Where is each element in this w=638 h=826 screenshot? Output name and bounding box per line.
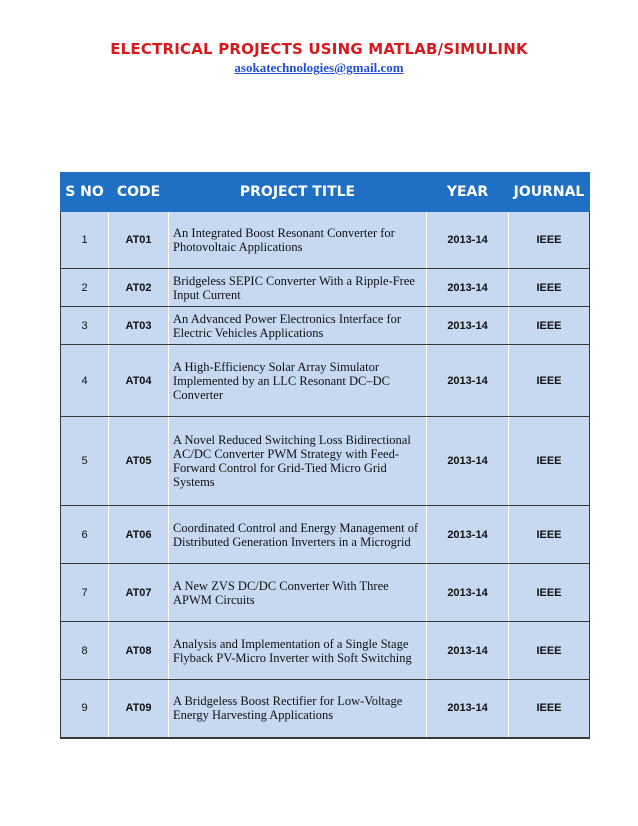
row-sno: 6 xyxy=(61,506,109,564)
contact-email-link[interactable]: asokatechnologies@gmail.com xyxy=(234,60,404,75)
row-sno: 7 xyxy=(61,564,109,622)
projects-table xyxy=(60,172,590,739)
column-header-project-title: PROJECT TITLE xyxy=(169,173,427,212)
row-sno: 9 xyxy=(61,680,109,738)
row-journal: IEEE xyxy=(509,307,590,345)
table-row xyxy=(61,417,590,506)
row-project-title: A Novel Reduced Switching Loss Bidirectional AC/DC Converter PWM Strategy with Feed-Forward Control for Grid-Tied Micro Grid Systems xyxy=(169,417,427,506)
page-title: ELECTRICAL PROJECTS USING MATLAB/SIMULINK xyxy=(110,40,528,58)
row-year: 2013-14 xyxy=(427,622,509,680)
row-project-title: Analysis and Implementation of a Single Stage Flyback PV-Micro Inverter with Soft Switching xyxy=(169,622,427,680)
table-header-row xyxy=(61,173,590,212)
row-year: 2013-14 xyxy=(427,506,509,564)
row-sno: 3 xyxy=(61,307,109,345)
row-journal: IEEE xyxy=(509,345,590,417)
row-journal: IEEE xyxy=(509,622,590,680)
row-project-title: A Bridgeless Boost Rectifier for Low-Voltage Energy Harvesting Applications xyxy=(169,680,427,738)
row-year: 2013-14 xyxy=(427,307,509,345)
row-journal: IEEE xyxy=(509,417,590,506)
row-project-title: An Advanced Power Electronics Interface for Electric Vehicles Applications xyxy=(169,307,427,345)
row-code: AT07 xyxy=(109,564,169,622)
row-year: 2013-14 xyxy=(427,269,509,307)
row-journal: IEEE xyxy=(509,680,590,738)
row-sno: 2 xyxy=(61,269,109,307)
document-header xyxy=(0,40,638,77)
row-journal: IEEE xyxy=(509,269,590,307)
row-sno: 8 xyxy=(61,622,109,680)
row-code: AT09 xyxy=(109,680,169,738)
row-year: 2013-14 xyxy=(427,417,509,506)
table-row xyxy=(61,345,590,417)
row-code: AT06 xyxy=(109,506,169,564)
column-header-journal: JOURNAL xyxy=(509,173,590,212)
row-project-title: A New ZVS DC/DC Converter With Three APWM Circuits xyxy=(169,564,427,622)
table-row xyxy=(61,506,590,564)
row-project-title: Coordinated Control and Energy Management of Distributed Generation Inverters in a Microgrid xyxy=(169,506,427,564)
table-row xyxy=(61,269,590,307)
row-project-title: Bridgeless SEPIC Converter With a Ripple-Free Input Current xyxy=(169,269,427,307)
row-journal: IEEE xyxy=(509,506,590,564)
row-journal: IEEE xyxy=(509,564,590,622)
row-year: 2013-14 xyxy=(427,212,509,269)
row-sno: 1 xyxy=(61,212,109,269)
column-header-sno: S NO xyxy=(61,173,109,212)
row-sno: 5 xyxy=(61,417,109,506)
row-code: AT03 xyxy=(109,307,169,345)
row-year: 2013-14 xyxy=(427,564,509,622)
row-sno: 4 xyxy=(61,345,109,417)
column-header-year: YEAR xyxy=(427,173,509,212)
row-code: AT05 xyxy=(109,417,169,506)
row-journal: IEEE xyxy=(509,212,590,269)
row-code: AT08 xyxy=(109,622,169,680)
row-code: AT04 xyxy=(109,345,169,417)
row-year: 2013-14 xyxy=(427,345,509,417)
table-row xyxy=(61,212,590,269)
table-row xyxy=(61,307,590,345)
row-code: AT02 xyxy=(109,269,169,307)
row-project-title: An Integrated Boost Resonant Converter for Photovoltaic Applications xyxy=(169,212,427,269)
table-row xyxy=(61,564,590,622)
table-row xyxy=(61,680,590,738)
table-row xyxy=(61,622,590,680)
row-project-title: A High-Efficiency Solar Array Simulator Implemented by an LLC Resonant DC–DC Converter xyxy=(169,345,427,417)
column-header-code: CODE xyxy=(109,173,169,212)
row-code: AT01 xyxy=(109,212,169,269)
row-year: 2013-14 xyxy=(427,680,509,738)
